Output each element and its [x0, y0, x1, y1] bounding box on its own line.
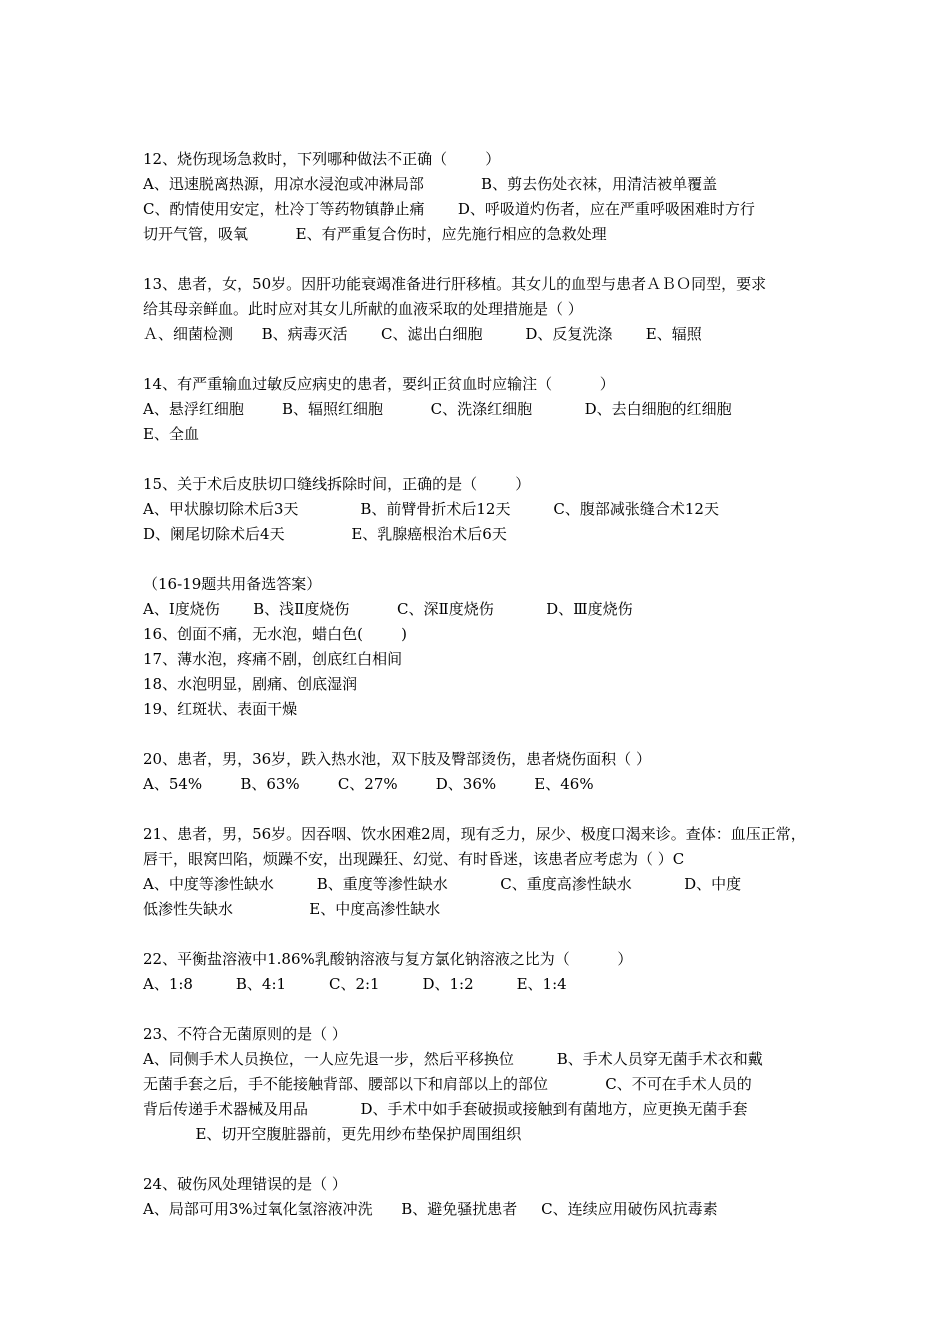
text-line: A、迅速脱离热源，用凉水浸泡或冲淋局部 B、剪去伤处衣袜，用清洁被单覆盖 — [143, 175, 718, 193]
text-line: 21、患者，男，56岁。因吞咽、饮水困难2周，现有乏力，尿少、极度口渴来诊。查体：血压正常， — [143, 825, 806, 843]
text-line: A、悬浮红细胞 B、辐照红细胞 C、洗涤红细胞 D、去白细胞的红细胞 — [143, 400, 732, 418]
text-line: A、中度等渗性缺水 B、重度等渗性缺水 C、重度高渗性缺水 D、中度 — [143, 875, 742, 893]
blank-line — [143, 997, 823, 1022]
blank-line — [143, 347, 823, 372]
text-line: Ａ、细菌检测 B、病毒灭活 C、滤出白细胞 D、反复洗涤 E、辐照 — [143, 325, 702, 343]
text-line: 18、水泡明显，剧痛、创底湿润 — [143, 675, 358, 693]
text-line: E、全血 — [143, 425, 199, 443]
text-line: 23、不符合无菌原则的是（ ） — [143, 1025, 347, 1043]
text-line: 19、红斑状、表面干燥 — [143, 700, 298, 718]
text-line: 13、患者，女，50岁。因肝功能衰竭准备进行肝移植。其女儿的血型与患者ＡＢＯ同型，要求 — [143, 275, 767, 293]
text-line: C、酌情使用安定，杜冷丁等药物镇静止痛 D、呼吸道灼伤者，应在严重呼吸困难时方行 — [143, 200, 755, 218]
text-line: A、局部可用3%过氧化氢溶液冲洗 B、避免骚扰患者 C、连续应用破伤风抗毒素 — [143, 1200, 718, 1218]
text-line: 低渗性失缺水 E、中度高渗性缺水 — [143, 900, 441, 918]
text-line: D、阑尾切除术后4天 E、乳腺癌根治术后6天 — [143, 525, 507, 543]
text-line: 24、破伤风处理错误的是（ ） — [143, 1175, 347, 1193]
text-line: 无菌手套之后，手不能接触背部、腰部以下和肩部以上的部位 C、不可在手术人员的 — [143, 1075, 752, 1093]
blank-line — [143, 922, 823, 947]
text-line: 唇干，眼窝凹陷，烦躁不安，出现躁狂、幻觉、有时昏迷，该患者应考虑为（ ）C — [143, 850, 685, 868]
text-line: 17、薄水泡，疼痛不剧，创底红白相间 — [143, 650, 403, 668]
text-line: 22、平衡盐溶液中1.86%乳酸钠溶液与复方氯化钠溶液之比为（ ） — [143, 950, 633, 968]
text-line: A、Ⅰ度烧伤 B、浅Ⅱ度烧伤 C、深Ⅱ度烧伤 D、Ⅲ度烧伤 — [143, 600, 633, 618]
text-line: （16-19题共用备选答案） — [143, 575, 322, 593]
text-line: 给其母亲鲜血。此时应对其女儿所献的血液采取的处理措施是（ ） — [143, 300, 583, 318]
blank-line — [143, 547, 823, 572]
exam-question-page — [143, 147, 823, 1222]
text-line: A、54% B、63% C、27% D、36% E、46% — [143, 775, 594, 793]
text-line: A、同侧手术人员换位，一人应先退一步，然后平移换位 B、手术人员穿无菌手术衣和戴 — [143, 1050, 763, 1068]
blank-line — [143, 797, 823, 822]
text-line: 切开气管，吸氧 E、有严重复合伤时，应先施行相应的急救处理 — [143, 225, 607, 243]
blank-line — [143, 722, 823, 747]
text-line: 16、创面不痛，无水泡，蜡白色( ) — [143, 625, 407, 643]
text-line: 12、烧伤现场急救时，下列哪种做法不正确（ ） — [143, 150, 501, 168]
blank-line — [143, 1147, 823, 1172]
text-line: A、甲状腺切除术后3天 B、前臂骨折术后12天 C、腹部减张缝合术12天 — [143, 500, 719, 518]
text-line: 14、有严重输血过敏反应病史的患者，要纠正贫血时应输注（ ） — [143, 375, 615, 393]
text-line: 20、患者，男，36岁，跌入热水池，双下肢及臀部烫伤，患者烧伤面积（ ） — [143, 750, 651, 768]
text-line: 背后传递手术器械及用品 D、手术中如手套破损或接触到有菌地方，应更换无菌手套 — [143, 1100, 748, 1118]
text-line: 15、关于术后皮肤切口缝线拆除时间，正确的是（ ） — [143, 475, 531, 493]
blank-line — [143, 447, 823, 472]
text-line: E、切开空腹脏器前，更先用纱布垫保护周围组织 — [143, 1125, 522, 1143]
text-line: A、1:8 B、4:1 C、2:1 D、1:2 E、1:4 — [143, 975, 567, 993]
blank-line — [143, 247, 823, 272]
